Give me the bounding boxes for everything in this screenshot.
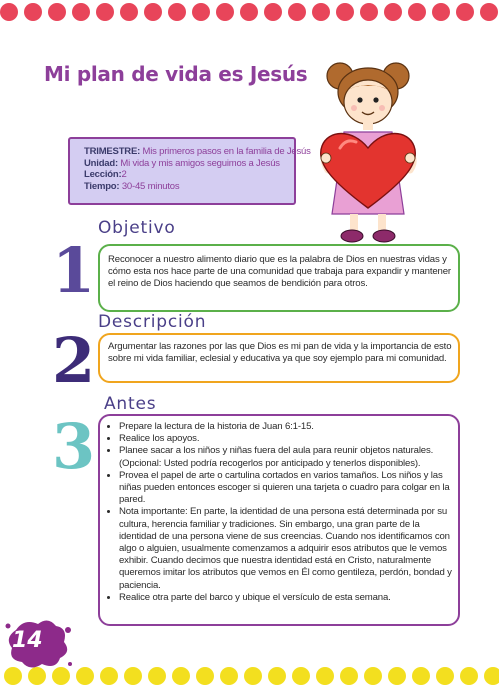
section-number-1: 1 xyxy=(52,234,96,307)
border-dot xyxy=(484,667,499,685)
section-title-descripcion: Descripción xyxy=(98,312,207,332)
border-dot xyxy=(360,3,378,21)
info-unidad: Unidad: Mi vida y mis amigos seguimos a Jesús xyxy=(84,157,280,169)
border-dot xyxy=(432,3,450,21)
info-tiempo: Tiempo: 30-45 minutos xyxy=(84,180,180,192)
border-dot xyxy=(168,3,186,21)
border-dot xyxy=(220,667,238,685)
objetivo-text: Reconocer a nuestro alimento diario que es la palabra de Dios en nuestras vidas y cómo esta nos hace parte de una comunidad que trabaja para expandir y mantener el reino de Dios haciendo que seamos de bendición para otros. xyxy=(108,254,451,290)
border-dot xyxy=(72,3,90,21)
list-item: • Provea el papel de arte o cartulina cortados en varios tamaños. Los niños y las niñas pueden entonces escoger si quieren una tarjeta o cuadro para colgar en la pared. xyxy=(119,470,452,507)
border-dot xyxy=(240,3,258,21)
border-dot xyxy=(336,3,354,21)
border-dot xyxy=(480,3,498,21)
border-dot xyxy=(76,667,94,685)
border-dot xyxy=(364,667,382,685)
border-dot xyxy=(292,667,310,685)
section-title-objetivo: Objetivo xyxy=(98,218,176,238)
page-title: Mi plan de vida es Jesús xyxy=(44,62,308,86)
list-item: • Nota importante: En parte, la identidad de una persona está determinada por su cultura, herencia familiar y tradiciones. Sin embargo, una gran parte de la identidad de una persona viene de sus creencias. Cuando nos identificamos con algo o alguien, usualmente comenzamos a adquirir esos atributos que le vemos exhibir. Cuando decimos que nuestra identidad está en Cristo, naturalmente queremos imitar los atributos que vemos en Él como gentileza, perdón, bondad y paciencia. xyxy=(119,506,452,591)
descripcion-card xyxy=(98,333,460,383)
border-dot xyxy=(436,667,454,685)
border-dot xyxy=(340,667,358,685)
border-dot xyxy=(408,3,426,21)
info-trimestre: TRIMESTRE: Mis primeros pasos en la familia de Jesús xyxy=(84,146,311,157)
border-dot xyxy=(120,3,138,21)
list-item: • Realice los apoyos. xyxy=(119,433,452,445)
border-dot xyxy=(96,3,114,21)
list-item: • Realice otra parte del barco y ubique el versículo de esta semana. xyxy=(119,592,452,604)
border-dot xyxy=(172,667,190,685)
objetivo-card xyxy=(98,244,460,312)
info-leccion: Lección:2 xyxy=(84,169,127,180)
border-dot xyxy=(456,3,474,21)
descripcion-text: Argumentar las razones por las que Dios es mi pan de vida y la importancia de esto sobre mi vida familiar, eclesial y educativa ya que soy ejemplo para mi comunidad. xyxy=(108,341,452,365)
border-dot xyxy=(316,667,334,685)
border-dot xyxy=(100,667,118,685)
border-dot xyxy=(264,3,282,21)
list-item: • Planee sacar a los niños y niñas fuera del aula para reunir objetos naturales. (Opcional: Usted podría recogerlos por anticipado y tenerlos disponibles). xyxy=(119,445,452,469)
border-dot xyxy=(0,3,18,21)
antes-list xyxy=(108,421,452,604)
border-dot xyxy=(312,3,330,21)
border-dot xyxy=(24,3,42,21)
border-dot xyxy=(288,3,306,21)
top-dot-border xyxy=(0,0,499,24)
border-dot xyxy=(384,3,402,21)
border-dot xyxy=(460,667,478,685)
border-dot xyxy=(196,667,214,685)
section-number-3: 3 xyxy=(52,410,96,483)
border-dot xyxy=(124,667,142,685)
page-number: 14 xyxy=(12,628,43,653)
border-dot xyxy=(268,667,286,685)
border-dot xyxy=(216,3,234,21)
list-item: • Prepare la lectura de la historia de Juan 6:1-15. xyxy=(119,421,452,433)
antes-card xyxy=(98,414,460,626)
section-number-2: 2 xyxy=(52,324,96,397)
border-dot xyxy=(244,667,262,685)
border-dot xyxy=(388,667,406,685)
border-dot xyxy=(412,667,430,685)
lesson-info-box xyxy=(68,137,311,205)
border-dot xyxy=(148,667,166,685)
border-dot xyxy=(192,3,210,21)
border-dot xyxy=(48,3,66,21)
section-title-antes: Antes xyxy=(104,394,157,414)
bottom-dot-border xyxy=(0,664,499,688)
border-dot xyxy=(144,3,162,21)
girl-holding-heart-illustration xyxy=(310,58,430,246)
